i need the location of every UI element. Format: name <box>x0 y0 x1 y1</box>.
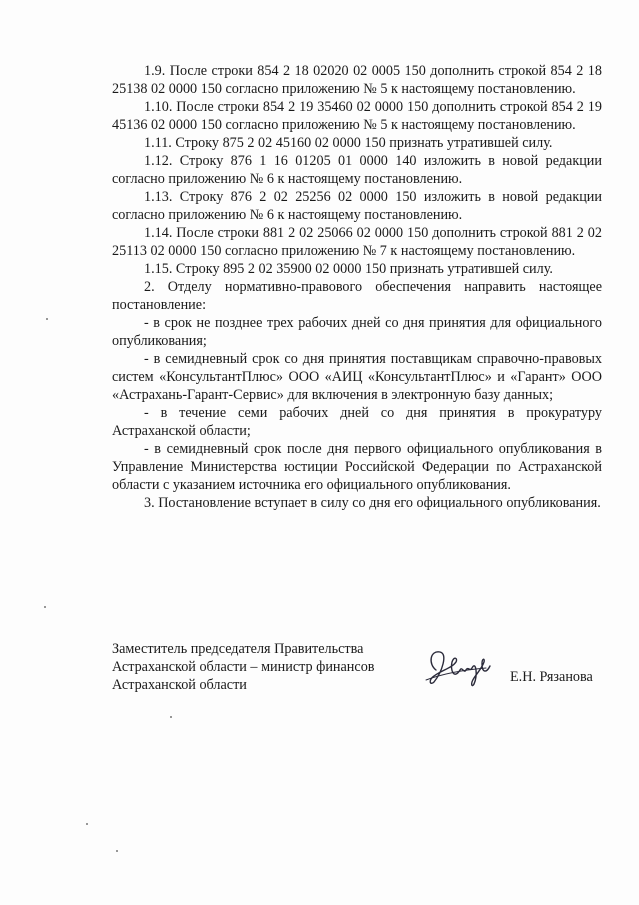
scan-speck <box>116 850 118 852</box>
list-item-legal-systems: - в семидневный срок со дня принятия поставщикам справочно-правовых систем «КонсультантПлюс» ООО «АИЦ «КонсультантПлюс» и «Гарант» ООО «Астрахань-Гарант-Сервис» для включения в электронную базу данных; <box>112 351 602 403</box>
handwritten-signature-icon <box>422 640 498 696</box>
signature-block <box>112 640 612 700</box>
document-body <box>112 62 602 512</box>
paragraph-1-9: 1.9. После строки 854 2 18 02020 02 0005 150 дополнить строкой 854 2 18 25138 02 0000 150 согласно приложению № 5 к настоящему постановлению. <box>112 63 602 97</box>
scan-speck <box>46 318 48 320</box>
paragraph-1-14: 1.14. После строки 881 2 02 25066 02 0000 150 дополнить строкой 881 2 02 25113 02 0000 150 согласно приложению № 7 к настоящему постановлению. <box>112 225 602 259</box>
signatory-position-line-1: Заместитель председателя Правительства <box>112 641 364 657</box>
signatory-position-line-3: Астраханской области <box>112 677 247 693</box>
signatory-position-line-2: Астраханской области – министр финансов <box>112 659 375 675</box>
paragraph-1-15: 1.15. Строку 895 2 02 35900 02 0000 150 признать утратившей силу. <box>144 261 553 277</box>
paragraph-2: 2. Отделу нормативно-правового обеспечения направить настоящее постановление: <box>112 279 602 313</box>
paragraph-1-13: 1.13. Строку 876 2 02 25256 02 0000 150 изложить в новой редакции согласно приложению № 6 к настоящему постановлению. <box>112 189 602 223</box>
paragraph-1-12: 1.12. Строку 876 1 16 01205 01 0000 140 изложить в новой редакции согласно приложению № 6 к настоящему постановлению. <box>112 153 602 187</box>
scan-speck <box>86 823 88 825</box>
paragraph-1-10: 1.10. После строки 854 2 19 35460 02 0000 150 дополнить строкой 854 2 19 45136 02 0000 150 согласно приложению № 5 к настоящему постановлению. <box>112 99 602 133</box>
scan-speck <box>44 606 46 608</box>
list-item-ministry-of-justice: - в семидневный срок после дня первого официального опубликования в Управление Министерства юстиции Российской Федерации по Астраханской области с указанием источника его официального опубликования. <box>112 441 602 493</box>
list-item-publication: - в срок не позднее трех рабочих дней со дня принятия для официального опубликования; <box>112 315 602 349</box>
paragraph-3: 3. Постановление вступает в силу со дня его официального опубликования. <box>144 495 601 511</box>
scan-speck <box>170 716 172 718</box>
signatory-name: Е.Н. Рязанова <box>510 669 593 685</box>
list-item-prosecutor: - в течение семи рабочих дней со дня принятия в прокуратуру Астраханской области; <box>112 405 602 439</box>
paragraph-1-11: 1.11. Строку 875 2 02 45160 02 0000 150 признать утратившей силу. <box>144 135 553 151</box>
